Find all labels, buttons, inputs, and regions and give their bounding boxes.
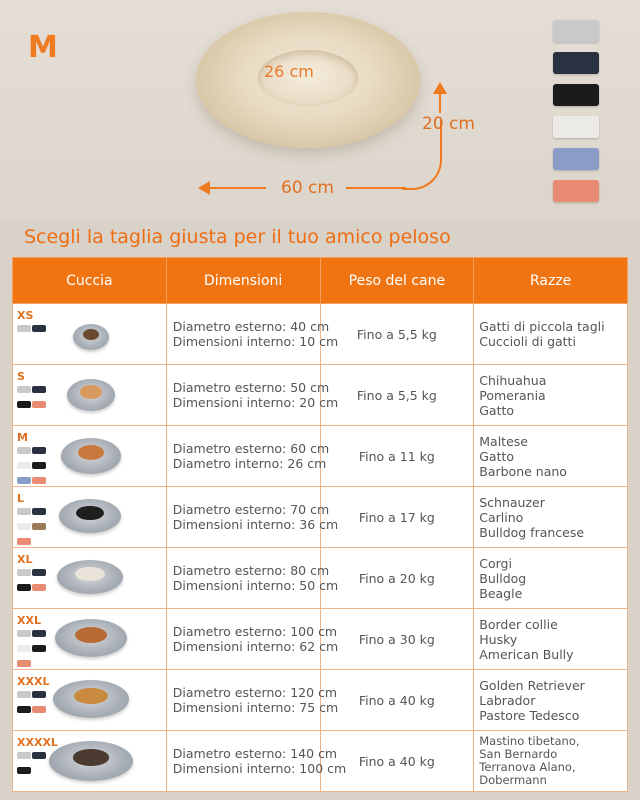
dimensions-cell bbox=[166, 609, 339, 670]
bed-cell bbox=[13, 731, 167, 792]
mini-swatch bbox=[17, 706, 31, 713]
dimension-text: Dimensioni interno: 100 cm bbox=[172, 761, 347, 776]
mini-swatches bbox=[17, 506, 51, 551]
outer-diameter-label: 60 cm bbox=[281, 178, 334, 198]
table-row bbox=[13, 670, 628, 731]
mini-swatch bbox=[32, 325, 46, 332]
product-hero bbox=[0, 0, 640, 222]
mini-swatch bbox=[32, 752, 46, 759]
mini-swatch bbox=[32, 523, 46, 530]
dimension-text: Dimensioni interno: 50 cm bbox=[172, 578, 339, 593]
table-header-row bbox=[13, 258, 628, 304]
size-label: XXL bbox=[17, 614, 41, 627]
pet-image bbox=[83, 329, 99, 340]
header-cuccia: Cuccia bbox=[13, 258, 167, 304]
mini-swatch bbox=[32, 386, 46, 393]
mini-swatch bbox=[17, 508, 31, 515]
breed-text: American Bully bbox=[479, 646, 574, 662]
mini-swatches bbox=[17, 445, 51, 490]
breed-text: Husky bbox=[479, 631, 518, 647]
mini-swatch bbox=[17, 477, 31, 484]
breed-text: Bulldog francese bbox=[479, 524, 585, 540]
bed-thumbnail bbox=[55, 619, 127, 657]
breeds-cell bbox=[474, 548, 628, 609]
bed-cell bbox=[13, 670, 167, 731]
bed-thumbnail bbox=[67, 379, 115, 411]
arrow-stem bbox=[439, 93, 441, 113]
breed-text: Beagle bbox=[479, 585, 523, 601]
mini-swatch bbox=[17, 325, 31, 332]
mini-swatch bbox=[32, 691, 46, 698]
breed-text: Bulldog bbox=[479, 570, 527, 586]
breed-text: Chihuahua bbox=[479, 372, 547, 388]
bed-cell bbox=[13, 365, 167, 426]
mini-swatch bbox=[17, 645, 31, 652]
size-label: XS bbox=[17, 309, 34, 322]
breed-text: Cuccioli di gatti bbox=[479, 334, 576, 349]
dimensions-cell bbox=[166, 426, 330, 487]
breeds-cell bbox=[474, 731, 628, 792]
color-swatch bbox=[553, 180, 599, 202]
size-label: S bbox=[17, 370, 25, 383]
bed-thumbnail bbox=[53, 680, 129, 718]
breeds-cell bbox=[474, 365, 628, 426]
breed-text: Labrador bbox=[479, 692, 536, 708]
breed-text: Gatto bbox=[479, 402, 515, 418]
dimension-text: Diametro esterno: 80 cm bbox=[172, 563, 330, 578]
size-label: XXXXL bbox=[17, 736, 58, 749]
table-row bbox=[13, 304, 628, 365]
mini-swatch bbox=[17, 386, 31, 393]
mini-swatch bbox=[32, 447, 46, 454]
header-peso: Peso del cane bbox=[320, 258, 474, 304]
color-swatch bbox=[553, 116, 599, 138]
mini-swatch bbox=[17, 401, 31, 408]
mini-swatches bbox=[17, 384, 51, 414]
mini-swatch bbox=[17, 767, 31, 774]
breed-text: Border collie bbox=[479, 616, 558, 632]
header-dimensioni: Dimensioni bbox=[166, 258, 320, 304]
dimension-text: Diametro esterno: 70 cm bbox=[172, 502, 330, 517]
dimensions-cell bbox=[166, 670, 339, 731]
table-row bbox=[13, 487, 628, 548]
dimension-text: Diametro esterno: 100 cm bbox=[172, 624, 338, 639]
bed-cell bbox=[13, 304, 167, 365]
color-swatch bbox=[553, 148, 599, 170]
mini-swatch bbox=[17, 660, 31, 667]
mini-swatch bbox=[17, 630, 31, 637]
dimension-text: Diametro esterno: 50 cm bbox=[172, 380, 330, 395]
breed-text: Schnauzer bbox=[479, 494, 545, 510]
mini-swatch bbox=[32, 508, 46, 515]
dimensions-cell bbox=[166, 731, 347, 792]
mini-swatch bbox=[32, 584, 46, 591]
breed-text: Dobermann bbox=[479, 773, 547, 787]
dimension-text: Diametro esterno: 60 cm bbox=[172, 441, 330, 456]
mini-swatch bbox=[32, 401, 46, 408]
featured-size-label: M bbox=[28, 30, 58, 65]
breed-text: Corgi bbox=[479, 555, 512, 571]
pet-image bbox=[75, 627, 107, 643]
weight-cell: Fino a 20 kg bbox=[320, 548, 474, 609]
weight-cell: Fino a 40 kg bbox=[320, 731, 474, 792]
breed-text: San Bernardo bbox=[479, 747, 558, 761]
weight-cell: Fino a 17 kg bbox=[320, 487, 474, 548]
size-table bbox=[12, 257, 628, 792]
mini-swatches bbox=[17, 567, 51, 597]
size-label: M bbox=[17, 431, 28, 444]
mini-swatch bbox=[17, 752, 31, 759]
weight-cell: Fino a 40 kg bbox=[320, 670, 474, 731]
dimension-arrow-line bbox=[346, 187, 406, 189]
breed-text: Gatto bbox=[479, 448, 515, 464]
table-row bbox=[13, 365, 628, 426]
size-label: XL bbox=[17, 553, 33, 566]
color-swatch bbox=[553, 84, 599, 106]
size-guide-heading: Scegli la taglia giusta per il tuo amico peloso bbox=[24, 226, 451, 248]
pet-image bbox=[76, 506, 103, 520]
breed-text: Pomerania bbox=[479, 387, 546, 403]
bed-thumbnail bbox=[73, 324, 109, 350]
mini-swatches bbox=[17, 628, 51, 673]
mini-swatch bbox=[32, 569, 46, 576]
pet-image bbox=[80, 385, 101, 398]
mini-swatch bbox=[32, 645, 46, 652]
dimension-text: Diametro esterno: 120 cm bbox=[172, 685, 338, 700]
breed-text: Barbone nano bbox=[479, 463, 567, 479]
breeds-cell bbox=[474, 670, 628, 731]
dimension-text: Diametro interno: 26 cm bbox=[172, 456, 327, 471]
weight-cell: Fino a 30 kg bbox=[320, 609, 474, 670]
dimensions-cell bbox=[166, 548, 339, 609]
dimensions-cell bbox=[166, 365, 339, 426]
color-swatches bbox=[553, 20, 599, 212]
header-razze: Razze bbox=[474, 258, 628, 304]
breed-text: Pastore Tedesco bbox=[479, 707, 580, 723]
height-label: 20 cm bbox=[422, 114, 475, 134]
pet-image bbox=[74, 688, 107, 704]
dimension-text: Dimensioni interno: 75 cm bbox=[172, 700, 339, 715]
bed-thumbnail bbox=[59, 499, 121, 533]
dimension-arrow-line bbox=[210, 187, 266, 189]
dimension-text: Dimensioni interno: 20 cm bbox=[172, 395, 339, 410]
mini-swatch bbox=[32, 706, 46, 713]
bed-thumbnail bbox=[61, 438, 121, 474]
mini-swatch bbox=[17, 569, 31, 576]
table-row bbox=[13, 731, 628, 792]
bed-cell bbox=[13, 548, 167, 609]
arrow-left-icon bbox=[198, 181, 210, 195]
bed-cell bbox=[13, 426, 167, 487]
breed-text: Gatti di piccola tagli bbox=[479, 319, 605, 334]
mini-swatch bbox=[17, 584, 31, 591]
breed-text: Maltese bbox=[479, 433, 528, 449]
pet-image bbox=[78, 445, 104, 460]
dimension-text: Dimensioni interno: 36 cm bbox=[172, 517, 339, 532]
color-swatch bbox=[553, 52, 599, 74]
breed-text: Mastino tibetano, bbox=[479, 734, 580, 748]
weight-cell: Fino a 5,5 kg bbox=[320, 365, 474, 426]
breeds-cell bbox=[474, 609, 628, 670]
mini-swatch bbox=[17, 538, 31, 545]
dimension-text: Diametro esterno: 140 cm bbox=[172, 746, 338, 761]
breeds-cell bbox=[474, 304, 628, 365]
bed-thumbnail bbox=[57, 560, 123, 594]
inner-diameter-label: 26 cm bbox=[264, 62, 314, 81]
mini-swatch bbox=[17, 691, 31, 698]
dimension-text: Diametro esterno: 40 cm bbox=[172, 319, 330, 334]
mini-swatch bbox=[17, 523, 31, 530]
mini-swatch bbox=[32, 462, 46, 469]
dimensions-cell bbox=[166, 304, 339, 365]
table-row bbox=[13, 609, 628, 670]
table-row bbox=[13, 548, 628, 609]
breed-text: Golden Retriever bbox=[479, 677, 585, 693]
pet-image bbox=[73, 749, 110, 766]
breed-text: Carlino bbox=[479, 509, 524, 525]
mini-swatches bbox=[17, 689, 51, 719]
mini-swatch bbox=[17, 462, 31, 469]
size-label: L bbox=[17, 492, 25, 505]
mini-swatch bbox=[32, 477, 46, 484]
dimension-text: Dimensioni interno: 62 cm bbox=[172, 639, 339, 654]
table-row bbox=[13, 426, 628, 487]
breeds-cell bbox=[474, 426, 628, 487]
weight-cell: Fino a 11 kg bbox=[320, 426, 474, 487]
breed-text: Terranova Alano, bbox=[479, 760, 576, 774]
color-swatch bbox=[553, 20, 599, 42]
mini-swatches bbox=[17, 750, 51, 780]
mini-swatch bbox=[32, 630, 46, 637]
pet-image bbox=[75, 567, 104, 581]
dimension-text: Dimensioni interno: 10 cm bbox=[172, 334, 339, 349]
bed-thumbnail bbox=[49, 741, 133, 781]
mini-swatch bbox=[17, 447, 31, 454]
weight-cell: Fino a 5,5 kg bbox=[320, 304, 474, 365]
size-label: XXXL bbox=[17, 675, 50, 688]
mini-swatches bbox=[17, 323, 51, 338]
bed-cell bbox=[13, 487, 167, 548]
dimensions-cell bbox=[166, 487, 339, 548]
breeds-cell bbox=[474, 487, 628, 548]
bed-cell bbox=[13, 609, 167, 670]
